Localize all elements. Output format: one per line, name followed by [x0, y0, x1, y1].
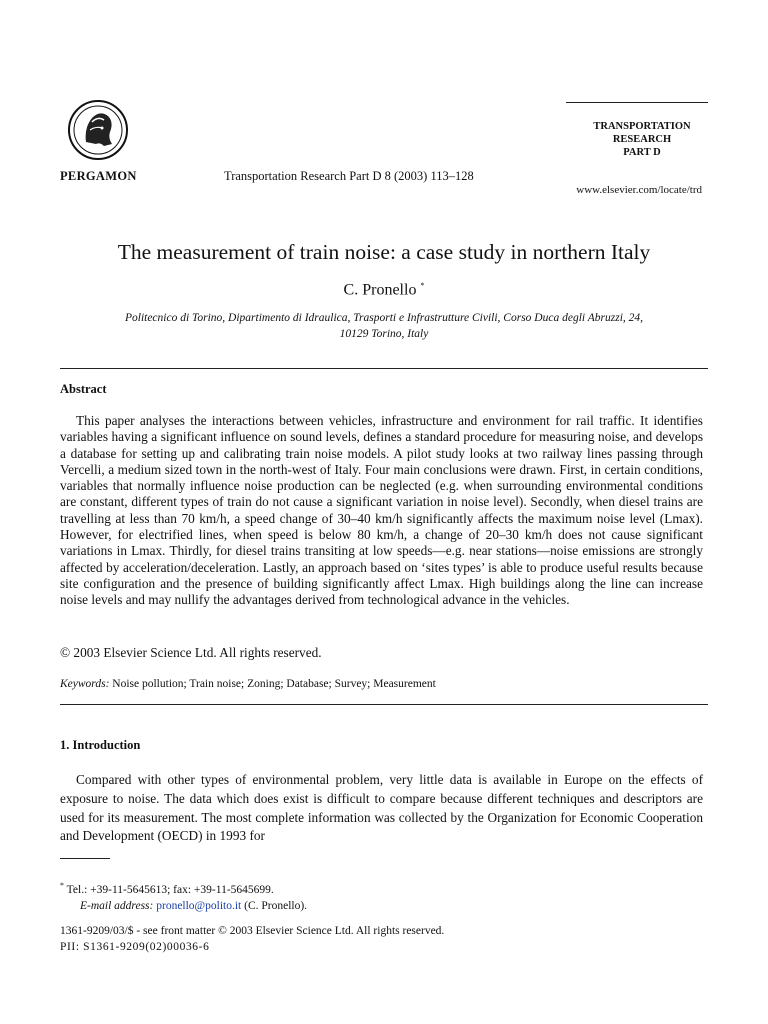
- abstract-text: This paper analyses the interactions between vehicles, infrastructure and environment for rail traffic. It identifies variables having a significant influence on sound levels, defines a standard procedure for measuring noise, and develops a database for setting up and calibrating train noise models. A pilot study looks at two railway lines passing through Vercelli, a medium sized town in the north-west of Italy. Four main conclusions were drawn. First, in certain conditions, variables that normally influence noise production can be neglected (e.g. when surrounding environmental conditions are constant, different types of train do not cause a significant variation in noise level). Secondly, when diesel trains are travelling at less than 70 km/h, a speed change of 30–40 km/h significantly affects the maximum noise level (Lmax). However, for electrified lines, when speed is below 80 km/h, a change of 20–30 km/h does not cause significant variations in Lmax. Thirdly, for diesel trains transiting at low speeds—e.g. near stations—noise emissions are strongly affected by acceleration/deceleration. Lastly, an approach based on ‘sites types’ is able to produce useful results because site configuration and the presence of building significantly affect Lmax. High buildings along the line can increase noise levels and may nullify the advantages derived from technological advance in the vehicles.: [60, 413, 703, 608]
- keywords-list: Noise pollution; Train noise; Zoning; Database; Survey; Measurement: [112, 678, 436, 690]
- pii-line: PII: S1361-9209(02)00036-6: [60, 941, 210, 953]
- journal-title-line: TRANSPORTATION: [593, 121, 691, 132]
- footnote-phone: Tel.: +39-11-5645613; fax: +39-11-5645699.: [66, 883, 274, 896]
- footnote-contact: [60, 878, 307, 898]
- section-heading-introduction: 1. Introduction: [60, 738, 141, 752]
- front-matter-info: [60, 923, 444, 955]
- journal-title: [578, 120, 706, 159]
- author-affiliation: [70, 310, 698, 342]
- journal-title-line: PART D: [623, 147, 661, 158]
- footnote-email: [60, 898, 307, 914]
- author-footnote-mark[interactable]: *: [420, 281, 425, 290]
- abstract-copyright: © 2003 Elsevier Science Ltd. All rights reserved.: [60, 645, 322, 660]
- elsevier-tree-logo-icon: [66, 98, 130, 162]
- front-matter-line: 1361-9209/03/$ - see front matter © 2003 Elsevier Science Ltd. All rights reserved.: [60, 925, 445, 937]
- keywords-label: Keywords:: [60, 678, 110, 690]
- header-top-rule: [566, 102, 708, 103]
- email-suffix: (C. Pronello).: [244, 899, 308, 912]
- abstract-top-rule: [60, 368, 708, 369]
- keywords: [60, 678, 436, 690]
- publisher-name: PERGAMON: [60, 169, 137, 183]
- affiliation-line: 10129 Torino, Italy: [339, 328, 429, 340]
- footnote-rule: [60, 858, 110, 859]
- journal-title-line: RESEARCH: [612, 134, 672, 145]
- journal-url[interactable]: www.elsevier.com/locate/trd: [576, 184, 702, 196]
- article-title: The measurement of train noise: a case study in northern Italy: [117, 240, 651, 264]
- author-footnote: [60, 878, 307, 914]
- article-author: [0, 281, 768, 299]
- introduction-text: Compared with other types of environmental problem, very little data is available in Europe on the effects of exposure to noise. The data which does exist is difficult to compare because different techniques and descriptors are used for its measurement. The most complete information was collected by the Organization for Economic Cooperation and Development (OECD) in 1993 for: [60, 772, 703, 844]
- email-label: E-mail address:: [80, 899, 154, 912]
- affiliation-line: Politecnico di Torino, Dipartimento di Idraulica, Trasporti e Infrastrutture Civili, Corso Duca degli Abruzzi, 24,: [124, 312, 644, 324]
- abstract-heading: Abstract: [60, 382, 107, 396]
- email-link[interactable]: pronello@polito.it: [156, 899, 242, 912]
- journal-citation: Transportation Research Part D 8 (2003) 113–128: [224, 169, 474, 183]
- abstract-bottom-rule: [60, 704, 708, 705]
- footnote-mark: *: [60, 881, 64, 890]
- author-name: C. Pronello: [343, 281, 417, 299]
